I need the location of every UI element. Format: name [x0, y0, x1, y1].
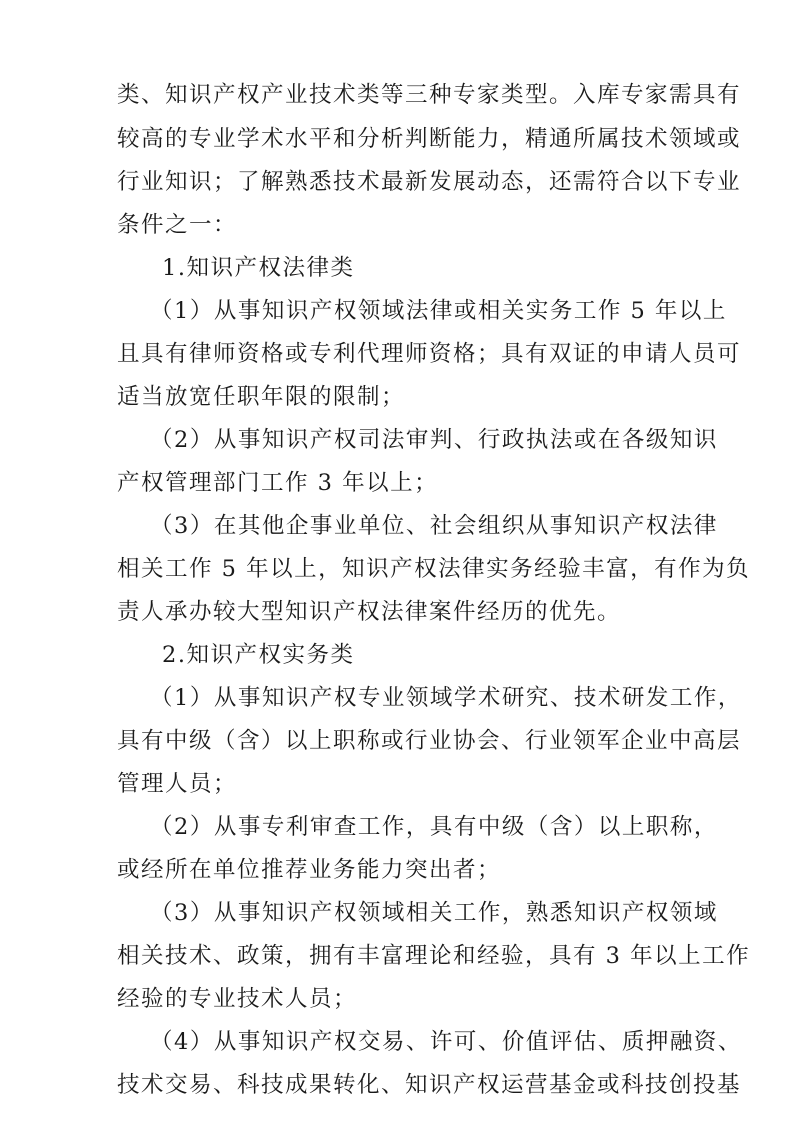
paragraph-line: 适当放宽任职年限的限制； — [117, 384, 406, 410]
paragraph-line: （2）从事知识产权司法审判、行政执法或在各级知识 — [150, 427, 718, 453]
paragraph-line: 具有中级（含）以上职称或行业协会、行业领军企业中高层 — [117, 728, 742, 754]
paragraph-line: 经验的专业技术人员； — [117, 986, 358, 1012]
paragraph-line: 或经所在单位推荐业务能力突出者； — [117, 857, 502, 883]
paragraph-line: 相关技术、政策，拥有丰富理论和经验，具有 3 年以上工作 — [117, 943, 751, 969]
paragraph-line: （4）从事知识产权交易、许可、价值评估、质押融资、 — [150, 1029, 742, 1055]
paragraph-line: （1）从事知识产权领域法律或相关实务工作 5 年以上 — [150, 298, 727, 324]
paragraph-line: （3）从事知识产权领域相关工作，熟悉知识产权领域 — [150, 900, 718, 926]
paragraph-line: 技术交易、科技成果转化、知识产权运营基金或科技创投基 — [117, 1072, 742, 1098]
paragraph-line: 类、知识产权产业技术类等三种专家类型。入库专家需具有 — [117, 82, 742, 108]
paragraph-line: （1）从事知识产权专业领域学术研究、技术研发工作， — [150, 685, 742, 711]
section-heading-ip-practice: 2.知识产权实务类 — [162, 642, 355, 668]
paragraph-line: 责人承办较大型知识产权法律案件经历的优先。 — [117, 599, 622, 625]
paragraph-line: 产权管理部门工作 3 年以上； — [117, 470, 439, 496]
paragraph-line: 且具有律师资格或专利代理师资格；具有双证的申请人员可 — [117, 341, 742, 367]
paragraph-line: 较高的专业学术水平和分析判断能力，精通所属技术领域或 — [117, 126, 742, 152]
paragraph-line: （2）从事专利审查工作，具有中级（含）以上职称， — [150, 814, 718, 840]
paragraph-line: 管理人员； — [117, 771, 238, 797]
paragraph-line: 相关工作 5 年以上，知识产权法律实务经验丰富，有作为负 — [117, 556, 751, 582]
paragraph-line: 行业知识；了解熟悉技术最新发展动态，还需符合以下专业 — [117, 169, 742, 195]
section-heading-ip-law: 1.知识产权法律类 — [162, 255, 355, 281]
paragraph-line: （3）在其他企事业单位、社会组织从事知识产权法律 — [150, 513, 718, 539]
paragraph-line: 条件之一： — [117, 212, 238, 238]
